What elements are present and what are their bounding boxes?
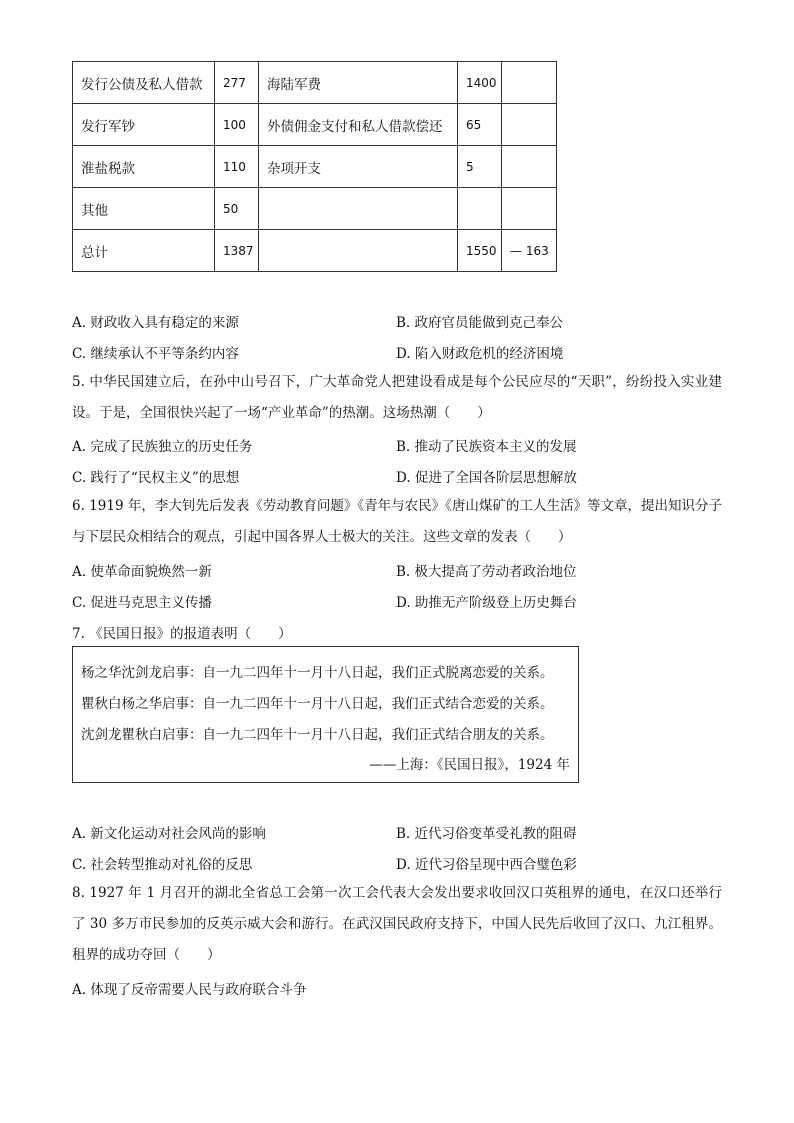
q4-option-a[interactable]: A. 财政收入具有稳定的来源 [72,315,239,331]
q6-option-b[interactable]: B. 极大提高了劳动者政治地位 [396,564,577,580]
table-cell [502,146,557,188]
q4-option-d[interactable]: D. 陷入财政危机的经济困境 [396,346,564,362]
table-cell: 1400 [458,62,502,104]
quote-line: 杨之华沈剑龙启事：自一九二四年十一月十八日起，我们正式脱离恋爱的关系。 [81,665,554,681]
q7-option-c[interactable]: C. 社会转型推动对礼俗的反思 [72,857,253,873]
q6-stem: 6. 1919 年，李大钊先后发表《劳动教育问题》《青年与农民》《唐山煤矿的工人生活》等文章，提出知识分子与下层民众相结合的观点，引起中国各界人士极大的关注。这些文章的发表（ ） [72,498,722,545]
q8-option-a[interactable]: A. 体现了反帝需要人民与政府联合斗争 [72,982,307,998]
q5-option-c[interactable]: C. 践行了“民权主义”的思想 [72,470,240,486]
q7-option-a[interactable]: A. 新文化运动对社会风尚的影响 [72,826,266,842]
table-cell [458,188,502,230]
table-cell: 65 [458,104,502,146]
newspaper-quote-box [72,646,579,783]
quote-line: 瞿秋白杨之华启事：自一九二四年十一月十八日起，我们正式结合恋爱的关系。 [81,696,554,712]
table-cell: 淮盐税款 [73,146,215,188]
table-row [73,62,557,104]
q6-option-d[interactable]: D. 助推无产阶级登上历史舞台 [396,595,577,611]
q5-option-b[interactable]: B. 推动了民族资本主义的发展 [396,439,577,455]
quote-source: ——上海：《民国日报》，1924 年 [369,757,570,773]
table-row [73,230,557,272]
table-cell: 5 [458,146,502,188]
table-cell [502,188,557,230]
q7-stem: 7. 《民国日报》的报道表明（ ） [72,626,292,642]
q5-option-a[interactable]: A. 完成了民族独立的历史任务 [72,439,253,455]
table-cell: 277 [215,62,259,104]
q5-option-d[interactable]: D. 促进了全国各阶层思想解放 [396,470,577,486]
q7-option-d[interactable]: D. 近代习俗呈现中西合璧色彩 [396,857,577,873]
quote-line: 沈剑龙瞿秋白启事：自一九二四年十一月十八日起，我们正式结合朋友的关系。 [81,727,554,743]
table-row [73,146,557,188]
table-cell [259,188,458,230]
table-cell: 50 [215,188,259,230]
table-cell [502,62,557,104]
table-row [73,188,557,230]
finance-table [72,61,557,272]
table-cell: 发行军钞 [73,104,215,146]
table-cell: 1550 [458,230,502,272]
table-cell: 发行公债及私人借款 [73,62,215,104]
q8-stem: 8. 1927 年 1 月召开的湖北全省总工会第一次工会代表大会发出要求收回汉口英租界的通电，在汉口还举行了 30 多万市民参加的反英示威大会和游行。在武汉国民政府支持下，中国人民先后收回了汉口、九江租界。租界的成功夺回（ ） [72,885,722,963]
table-cell: 其他 [73,188,215,230]
q5-stem: 5. 中华民国建立后，在孙中山号召下，广大革命党人把建设看成是每个公民应尽的“天职”，纷纷投入实业建设。于是，全国很快兴起了一场“产业革命”的热潮。这场热潮（ ） [72,374,722,421]
table-cell [259,230,458,272]
q6-option-a[interactable]: A. 使革命面貌焕然一新 [72,564,212,580]
table-cell: 海陆军费 [259,62,458,104]
q6-option-c[interactable]: C. 促进马克思主义传播 [72,595,212,611]
table-cell: 总计 [73,230,215,272]
table-cell: 外债佣金支付和私人借款偿还 [259,104,458,146]
table-cell: — 163 [502,230,557,272]
q4-option-b[interactable]: B. 政府官员能做到克己奉公 [396,315,564,331]
table-cell: 杂项开支 [259,146,458,188]
table-cell: 1387 [215,230,259,272]
table-cell: 110 [215,146,259,188]
table-cell [502,104,557,146]
table-cell: 100 [215,104,259,146]
q7-option-b[interactable]: B. 近代习俗变革受礼教的阻碍 [396,826,577,842]
table-row [73,104,557,146]
q4-option-c[interactable]: C. 继续承认不平等条约内容 [72,346,239,362]
